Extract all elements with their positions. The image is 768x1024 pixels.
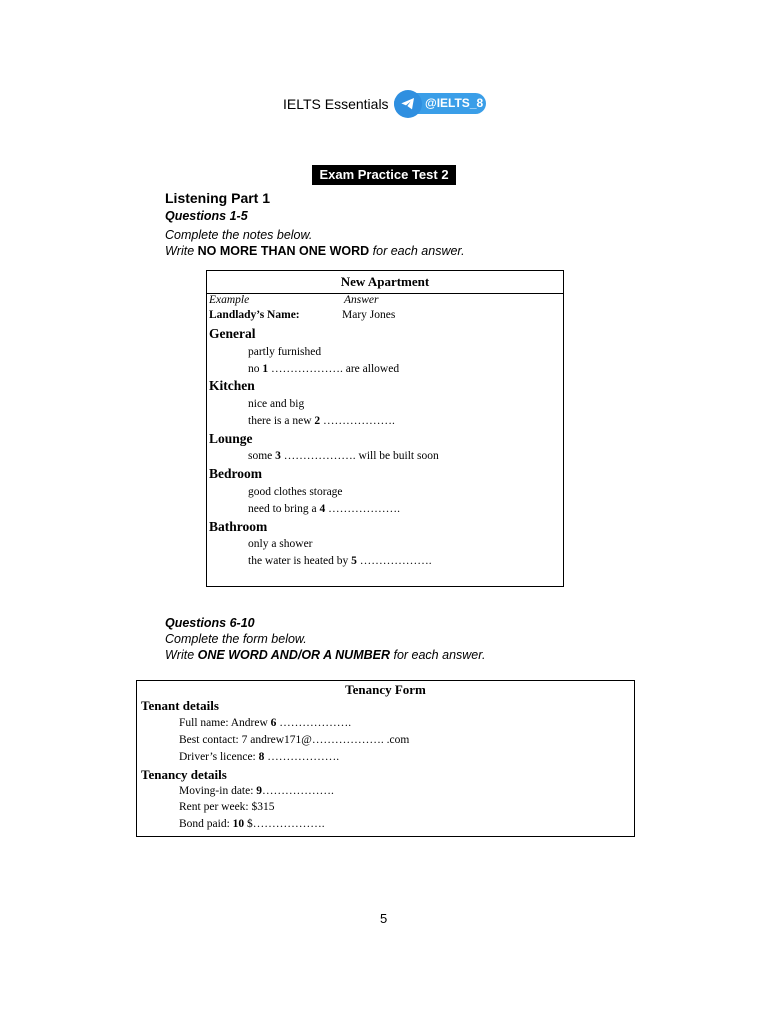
example-label: Example (209, 294, 250, 306)
general-item-1: partly furnished (248, 346, 322, 358)
tenancy-form-box (136, 680, 635, 837)
question-9: Moving-in date: 9………………. (179, 785, 334, 797)
page-number: 5 (380, 911, 388, 926)
answer-label: Answer (344, 294, 379, 306)
header-title: IELTS Essentials (283, 96, 389, 112)
question-5: the water is heated by 5 ………………. (248, 555, 432, 567)
part1-questions: Questions 1-5 (165, 209, 248, 223)
section-bathroom: Bathroom (209, 519, 268, 534)
section-kitchen: Kitchen (209, 378, 255, 393)
notes-title: New Apartment (207, 271, 563, 294)
bathroom-item-1: only a shower (248, 538, 313, 550)
kitchen-item-1: nice and big (248, 398, 305, 410)
test-title: Exam Practice Test 2 (312, 165, 456, 185)
landlady-label: Landlady’s Name: (209, 309, 300, 321)
notes-box (206, 270, 564, 587)
part1-instruction1: Complete the notes below. (165, 228, 313, 242)
part2-instruction2: Write ONE WORD AND/OR A NUMBER for each answer. (165, 648, 486, 662)
part2-questions: Questions 6-10 (165, 616, 255, 630)
question-1: no 1 ………………. are allowed (248, 363, 400, 375)
section-bedroom: Bedroom (209, 466, 262, 481)
question-6: Full name: Andrew 6 ………………. (179, 717, 352, 729)
section-tenancy-details: Tenancy details (141, 767, 227, 782)
question-10: Bond paid: 10 $………………. (179, 818, 325, 830)
section-lounge: Lounge (209, 431, 253, 446)
part2-instruction1: Complete the form below. (165, 632, 307, 646)
telegram-handle[interactable]: @IELTS_8 (425, 96, 484, 110)
part1-title: Listening Part 1 (165, 190, 271, 206)
question-8: Driver’s licence: 8 ………………. (179, 751, 340, 763)
landlady-value: Mary Jones (342, 309, 396, 321)
section-tenant-details: Tenant details (141, 698, 219, 713)
question-7: Best contact: 7 andrew171@………………. .com (179, 734, 410, 746)
rent-per-week: Rent per week: $315 (179, 801, 275, 813)
question-4: need to bring a 4 ………………. (248, 503, 401, 515)
question-3: some 3 ………………. will be built soon (248, 450, 439, 462)
part1-instruction2: Write NO MORE THAN ONE WORD for each answer. (165, 244, 465, 258)
section-general: General (209, 326, 256, 341)
telegram-icon (394, 90, 422, 118)
form-title: Tenancy Form (345, 682, 426, 697)
question-2: there is a new 2 ………………. (248, 415, 395, 427)
bedroom-item-1: good clothes storage (248, 486, 343, 498)
